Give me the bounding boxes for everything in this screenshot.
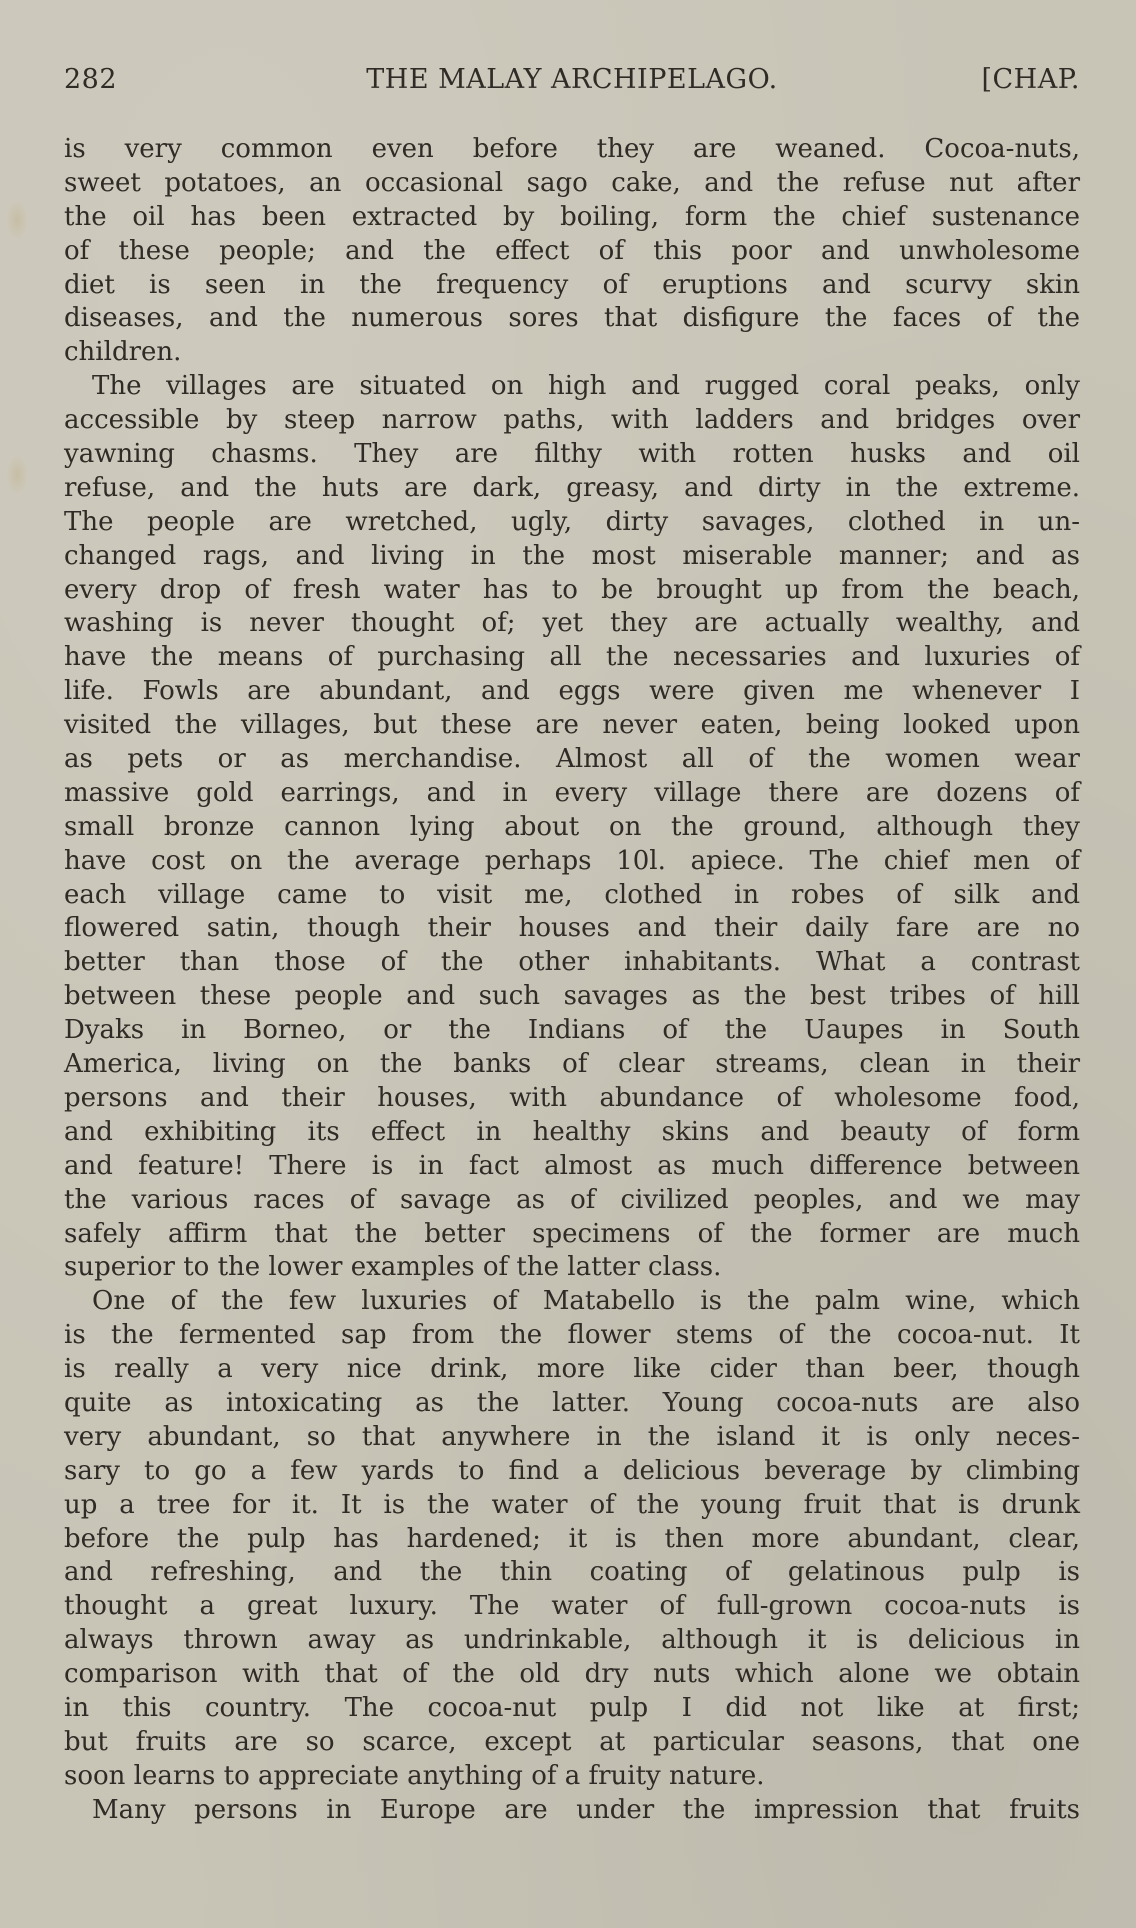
text-line: visited the villages, but these are never eaten, being looked upon	[64, 710, 1080, 741]
text-line: up a tree for it. It is the water of the young fruit that is drunk	[64, 1489, 1080, 1520]
text-line: is very common even before they are weaned. Cocoa-nuts,	[64, 134, 1080, 164]
running-header	[64, 64, 1080, 104]
paper-stain	[6, 200, 28, 240]
text-line: safely affirm that the better specimens of the former are much	[64, 1218, 1080, 1249]
text-line: and feature! There is in fact almost as much difference between	[64, 1150, 1080, 1181]
text-line: every drop of fresh water has to be brought up from the beach,	[64, 574, 1080, 605]
text-line: diet is seen in the frequency of eruptions and scurvy skin	[64, 269, 1080, 300]
text-line: before the pulp has hardened; it is then more abundant, clear,	[64, 1523, 1080, 1554]
text-line: the various races of savage as of civilized peoples, and we may	[64, 1184, 1080, 1215]
text-line: always thrown away as undrinkable, although it is delicious in	[64, 1625, 1080, 1656]
text-line: washing is never thought of; yet they are actually wealthy, and	[64, 608, 1080, 639]
body-text	[64, 133, 1080, 1828]
text-line: of these people; and the effect of this poor and unwholesome	[64, 235, 1080, 266]
text-line: massive gold earrings, and in every village there are dozens of	[64, 777, 1080, 808]
text-line: have the means of purchasing all the necessaries and luxuries of	[64, 642, 1080, 673]
text-line: better than those of the other inhabitants. What a contrast	[64, 947, 1080, 978]
paragraph-start-line: Many persons in Europe are under the impression that fruits	[92, 1794, 1080, 1825]
text-line: is the fermented sap from the flower stems of the cocoa-nut. It	[64, 1320, 1080, 1351]
text-line: changed rags, and living in the most miserable manner; and as	[64, 540, 1080, 571]
text-line: each village came to visit me, clothed in robes of silk and	[64, 879, 1080, 910]
text-line: children.	[64, 337, 182, 368]
text-line: but fruits are so scarce, except at particular seasons, that one	[64, 1726, 1080, 1757]
text-line: quite as intoxicating as the latter. Young cocoa-nuts are also	[64, 1387, 1080, 1418]
text-line: sweet potatoes, an occasional sago cake, and the refuse nut after	[64, 167, 1080, 198]
text-line: refuse, and the huts are dark, greasy, and dirty in the extreme.	[64, 472, 1080, 503]
running-title: THE MALAY ARCHIPELAGO.	[366, 64, 778, 95]
text-line: comparison with that of the old dry nuts which alone we obtain	[64, 1659, 1080, 1690]
text-line: superior to the lower examples of the latter class.	[64, 1252, 722, 1283]
paragraph-start-line: The villages are situated on high and rugged coral peaks, only	[92, 371, 1080, 402]
text-line: Dyaks in Borneo, or the Indians of the Uaupes in South	[64, 1015, 1080, 1046]
text-line: in this country. The cocoa-nut pulp I did not like at first;	[64, 1692, 1080, 1723]
text-line: as pets or as merchandise. Almost all of the women wear	[64, 744, 1080, 775]
text-line: sary to go a few yards to find a delicious beverage by climbing	[64, 1455, 1080, 1486]
text-line: the oil has been extracted by boiling, form the chief sustenance	[64, 201, 1080, 232]
text-line: diseases, and the numerous sores that disfigure the faces of the	[64, 303, 1080, 334]
page-number: 282	[64, 64, 118, 95]
paragraph-start-line: One of the few luxuries of Matabello is the palm wine, which	[92, 1286, 1080, 1317]
text-line: have cost on the average perhaps 10l. apiece. The chief men of	[64, 845, 1080, 876]
chapter-marker: [CHAP.	[981, 64, 1080, 95]
text-line: The people are wretched, ugly, dirty savages, clothed in un-	[64, 506, 1080, 537]
text-line: between these people and such savages as the best tribes of hill	[64, 981, 1080, 1012]
text-line: very abundant, so that anywhere in the island it is only neces-	[64, 1421, 1080, 1452]
text-line: is really a very nice drink, more like cider than beer, though	[64, 1354, 1080, 1385]
text-line: life. Fowls are abundant, and eggs were given me whenever I	[64, 676, 1080, 707]
text-line: yawning chasms. They are filthy with rotten husks and oil	[64, 439, 1080, 470]
text-line: accessible by steep narrow paths, with ladders and bridges over	[64, 405, 1080, 436]
text-line: America, living on the banks of clear streams, clean in their	[64, 1049, 1080, 1080]
text-line: persons and their houses, with abundance of wholesome food,	[64, 1082, 1080, 1113]
text-line: thought a great luxury. The water of full-grown cocoa-nuts is	[64, 1591, 1080, 1622]
text-line: and refreshing, and the thin coating of gelatinous pulp is	[64, 1557, 1080, 1588]
text-line: and exhibiting its effect in healthy skins and beauty of form	[64, 1116, 1080, 1147]
text-line: small bronze cannon lying about on the ground, although they	[64, 811, 1080, 842]
paper-stain	[6, 455, 28, 495]
text-line: flowered satin, though their houses and their daily fare are no	[64, 913, 1080, 944]
text-line: soon learns to appreciate anything of a fruity nature.	[64, 1760, 765, 1791]
